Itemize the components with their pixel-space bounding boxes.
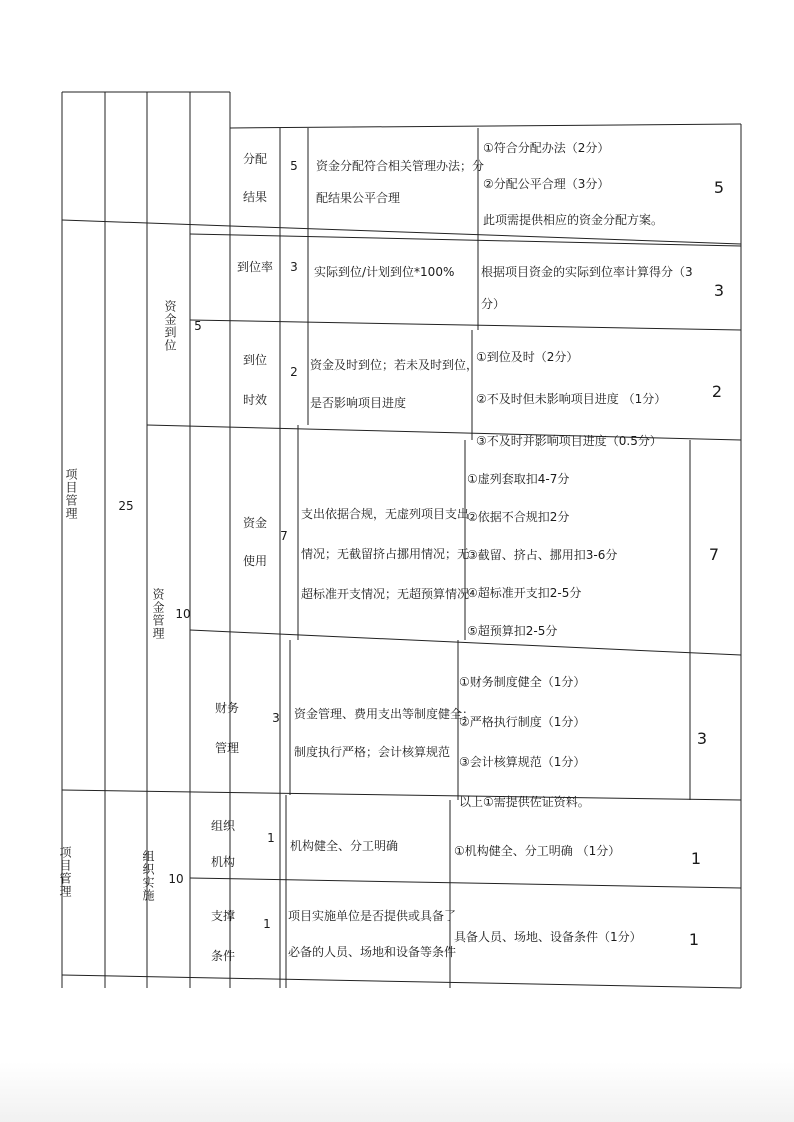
row5-standard: 资金管理、费用支出等制度健全； 制度执行严格；会计核算规范 — [294, 707, 475, 759]
row7-rule: 具备人员、场地、设备条件（1分） — [454, 930, 642, 944]
row4-score: 7 — [708, 545, 720, 564]
row5-rule: ①财务制度健全（1分） ②严格执行制度（1分） ③会计核算规范（1分） 以上①需提供佐证资料。 — [459, 675, 590, 809]
row6-score: 1 — [690, 849, 702, 868]
row2-weight: 3 — [290, 260, 298, 274]
row4-item: 资金 使用 — [242, 516, 267, 568]
row2-standard: 实际到位/计划到位*100% — [314, 265, 455, 279]
row6-rule: ①机构健全、分工明确 （1分） — [454, 844, 621, 858]
row6-standard: 机构健全、分工明确 — [290, 839, 399, 853]
group-project-management-2: 项目管理 — [58, 846, 72, 898]
row5-score: 3 — [696, 729, 708, 748]
row3-weight: 2 — [290, 365, 298, 379]
row4-standard: 支出依据合规，无虚列项目支出 情况；无截留挤占挪用情况；无 超标准开支情况；无超预算情况 — [301, 507, 470, 601]
row3-standard: 资金及时到位；若未及时到位， 是否影响项目进度 — [310, 358, 479, 410]
row7-weight: 1 — [263, 917, 271, 931]
row1-item: 分配 结果 — [242, 152, 267, 204]
group-fund-arrival: 资金到位 — [163, 300, 177, 352]
row7-score: 1 — [688, 930, 700, 949]
row6-weight: 1 — [267, 831, 275, 845]
row4-rule: ①虚列套取扣4-7分 ②依据不合规扣2分 ③截留、挤占、挪用扣3-6分 ④超标准开支扣2-5分 ⑤超预算扣2-5分 — [467, 472, 618, 638]
row2-item: 到位率 — [236, 260, 273, 274]
row4-weight: 7 — [280, 529, 288, 543]
group-organization-implementation-weight: 10 — [168, 872, 184, 886]
row1-score: 5 — [713, 178, 725, 197]
group-fund-arrival-weight: 5 — [194, 319, 202, 333]
row7-standard: 项目实施单位是否提供或具备了 必备的人员、场地和设备等条件 — [288, 909, 457, 959]
row1-rule: ①符合分配办法（2分） ②分配公平合理（3分） 此项需提供相应的资金分配方案。 — [483, 141, 664, 227]
group-fund-management-weight: 10 — [175, 607, 191, 621]
row3-score: 2 — [711, 382, 723, 401]
group-fund-management: 资金管理 — [151, 588, 165, 640]
row3-item: 到位 时效 — [242, 353, 267, 407]
scan-shadow — [0, 1062, 794, 1122]
row1-standard: 资金分配符合相关管理办法；分 配结果公平合理 — [316, 159, 485, 205]
row6-item: 组织 机构 — [210, 819, 235, 869]
group-project-management-weight: 25 — [118, 499, 134, 513]
group-organization-implementation: 组织实施 — [141, 850, 155, 902]
row1-weight: 5 — [290, 159, 298, 173]
row5-weight: 3 — [272, 711, 280, 725]
row5-item: 财务 管理 — [214, 701, 239, 755]
group-project-management: 项目管理 — [64, 468, 78, 520]
row2-score: 3 — [713, 281, 725, 300]
row7-item: 支撑 条件 — [210, 909, 235, 963]
row3-rule: ①到位及时（2分） ②不及时但未影响项目进度 （1分） ③不及时并影响项目进度（0.5分） — [476, 350, 667, 448]
row2-rule: 根据项目资金的实际到位率计算得分（3 分） — [481, 265, 693, 311]
